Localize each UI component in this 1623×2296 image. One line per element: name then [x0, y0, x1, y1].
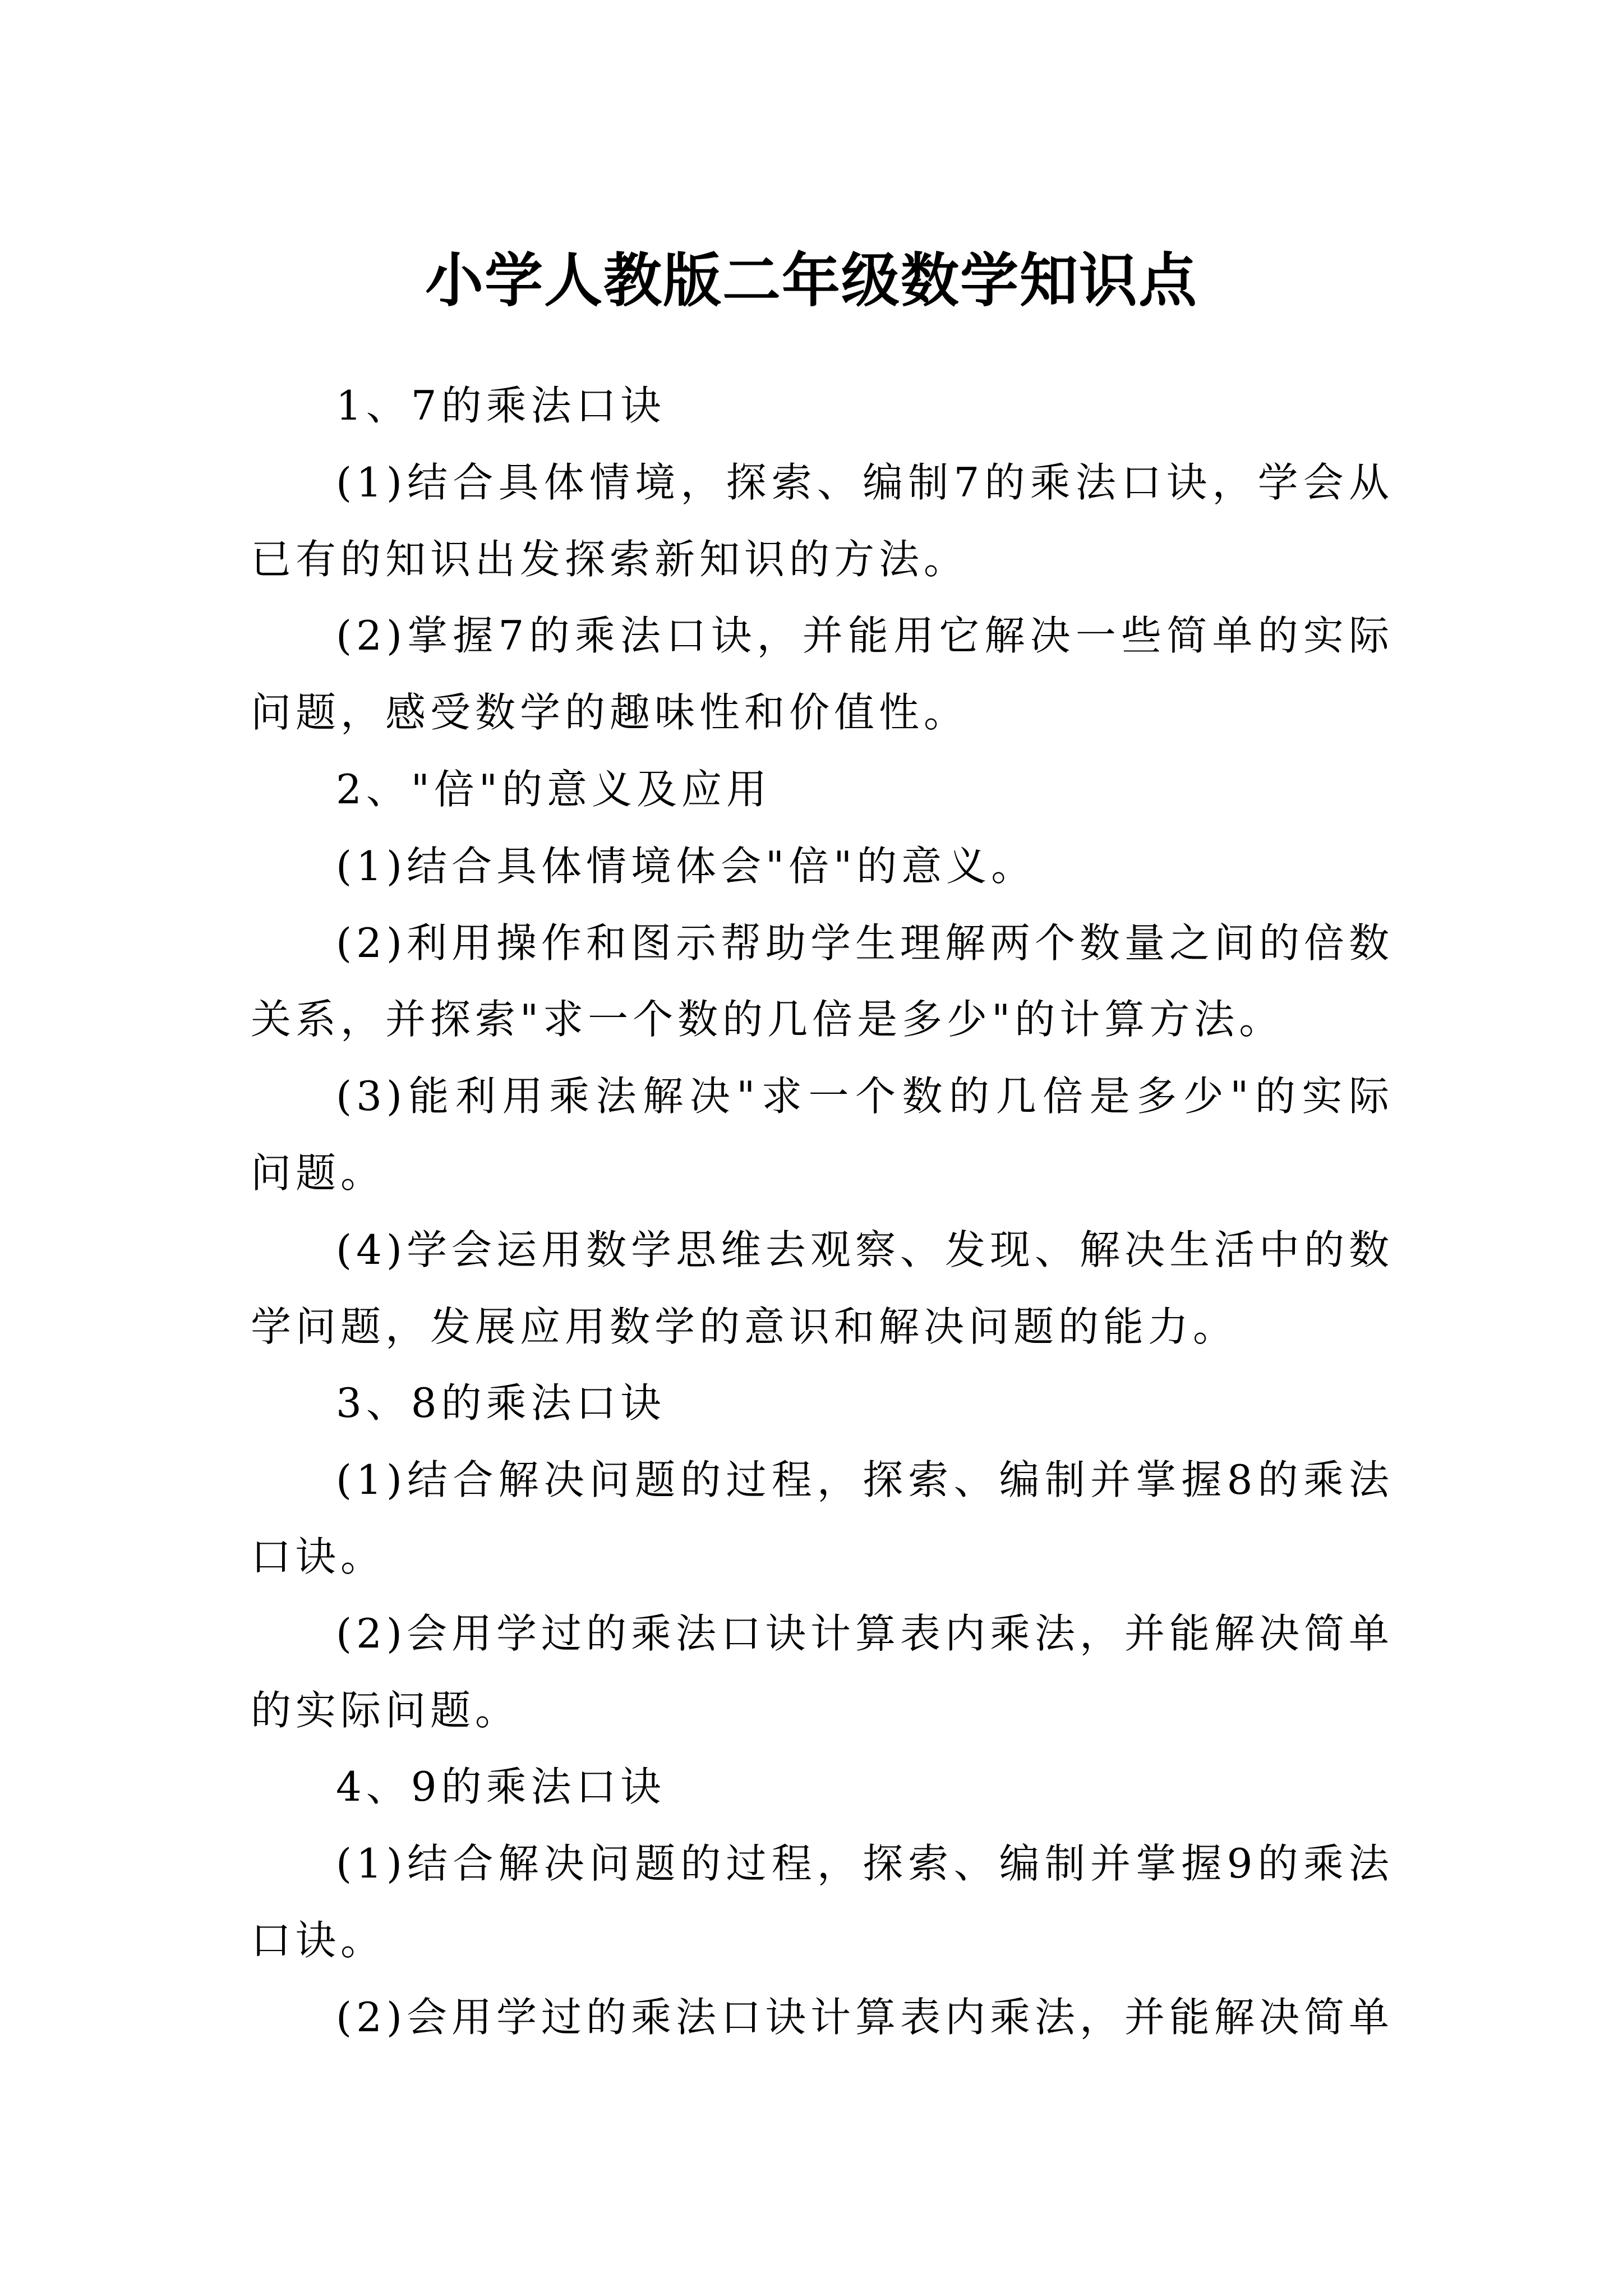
- section-heading-2: 2、"倍"的意义及应用: [336, 765, 772, 813]
- section-heading-3: 3、8的乘法口诀: [336, 1379, 666, 1427]
- paragraph: (1)结合解决问题的过程，探索、编制并掌握8的乘法口诀。: [251, 1456, 1394, 1580]
- paragraph: (1)结合具体情境体会"倍"的意义。: [336, 842, 1036, 890]
- document-body: [251, 367, 1394, 2056]
- paragraph: (2)掌握7的乘法口诀，并能用它解决一些简单的实际问题，感受数学的趣味性和价值性。: [251, 612, 1394, 737]
- paragraph: (4)学会运用数学思维去观察、发现、解决生活中的数学问题，发展应用数学的意识和解决问题的能力。: [251, 1226, 1394, 1350]
- section-heading-4: 4、9的乘法口诀: [336, 1763, 666, 1811]
- paragraph: (2)利用操作和图示帮助学生理解两个数量之间的倍数关系，并探索"求一个数的几倍是多少"的计算方法。: [251, 919, 1394, 1043]
- paragraph: (2)会用学过的乘法口诀计算表内乘法，并能解决简单的实际问题。: [251, 1609, 1394, 1734]
- section-heading-1: 1、7的乘法口诀: [336, 382, 666, 429]
- paragraph: (1)结合具体情境，探索、编制7的乘法口诀，学会从已有的知识出发探索新知识的方法。: [251, 458, 1394, 583]
- paragraph: (2)会用学过的乘法口诀计算表内乘法，并能解决简单: [336, 1993, 1394, 2041]
- paragraph: (3)能利用乘法解决"求一个数的几倍是多少"的实际问题。: [251, 1073, 1394, 1197]
- paragraph: (1)结合解决问题的过程，探索、编制并掌握9的乘法口诀。: [251, 1840, 1394, 1964]
- document-title: 小学人教版二年级数学知识点: [425, 246, 1198, 315]
